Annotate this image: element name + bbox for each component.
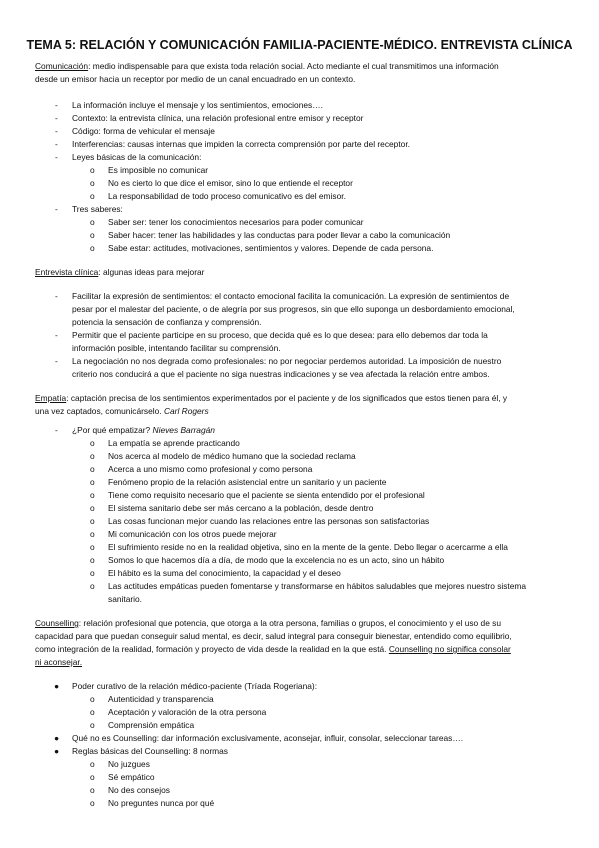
- circle-bullet: o: [90, 191, 95, 201]
- empatia-term: Empatía: [35, 393, 67, 403]
- comunicacion-definition: [35, 60, 565, 73]
- entrevista-rest: : algunas ideas para mejorar: [98, 267, 205, 277]
- circle-bullet: o: [90, 516, 95, 526]
- comunicacion-item: La información incluye el mensaje y los sentimientos, emociones….: [72, 100, 323, 110]
- circle-bullet: o: [90, 243, 95, 253]
- comunicacion-item: Leyes básicas de la comunicación:: [72, 152, 202, 162]
- dash-bullet: -: [55, 126, 58, 136]
- circle-bullet: o: [90, 464, 95, 474]
- empatia-line-2: una vez captados, comunicárselo.: [35, 406, 162, 416]
- reason-item: Mi comunicación con los otros puede mejorar: [108, 529, 277, 539]
- dot-bullet: ●: [54, 681, 60, 691]
- entrevista-term: Entrevista clínica: [35, 267, 99, 277]
- reason-item-continued: sanitario.: [108, 594, 142, 604]
- ley-item: Es imposible no comunicar: [108, 165, 209, 175]
- circle-bullet: o: [90, 490, 95, 500]
- dash-bullet: -: [55, 330, 58, 340]
- dash-bullet: -: [55, 204, 58, 214]
- circle-bullet: o: [90, 230, 95, 240]
- tres-saberes-label: Tres saberes:: [72, 204, 123, 214]
- entrevista-line: pesar por el malestar del paciente, o de alegría por sus progresos, sin que ello suponga un desbordamiento emocional,: [72, 304, 515, 314]
- entrevista-line: potencia la sensación de confianza y comprensión.: [72, 317, 262, 327]
- circle-bullet: o: [90, 694, 95, 704]
- circle-bullet: o: [90, 503, 95, 513]
- dash-bullet: -: [55, 113, 58, 123]
- empatia-definition: [35, 392, 565, 405]
- triada-item: Aceptación y valoración de la otra persona: [108, 707, 267, 717]
- circle-bullet: o: [90, 217, 95, 227]
- saber-item: Sabe estar: actitudes, motivaciones, sentimientos y valores. Depende de cada persona.: [108, 243, 434, 253]
- reason-item: Nos acerca al modelo de médico humano que la sociedad reclama: [108, 451, 356, 461]
- circle-bullet: o: [90, 477, 95, 487]
- dash-bullet: -: [55, 139, 58, 149]
- comunicacion-item: Interferencias: causas internas que impiden la correcta comprensión por parte del receptor.: [72, 139, 410, 149]
- reason-item: Las actitudes empáticas pueden fomentarse y transformarse en hábitos saludables que mejores nuestro sistema: [108, 581, 527, 591]
- entrevista-line: La negociación no nos degrada como profesionales: no por negociar perdemos autoridad. La imposición de nuestro: [72, 356, 502, 366]
- reason-item: El sistema sanitario debe ser más cercano a la población, desde dentro: [108, 503, 374, 513]
- reason-item: La empatía se aprende practicando: [108, 438, 240, 448]
- regla-item: No juzgues: [108, 759, 150, 769]
- reason-item: Tiene como requisito necesario que el paciente se sienta entendido por el profesional: [108, 490, 425, 500]
- dash-bullet: -: [55, 425, 58, 435]
- reason-item: Acerca a uno mismo como profesional y como persona: [108, 464, 313, 474]
- circle-bullet: o: [90, 451, 95, 461]
- counselling-line-2: capacidad para que puedan conseguir salud mental, es decir, salud integral para conseguir bienestar, entendido como equilibrio,: [35, 631, 512, 641]
- counselling-note-b: ni aconsejar.: [35, 657, 83, 667]
- counselling-note-row: [35, 656, 565, 669]
- saber-item: Saber ser: tener los conocimientos necesarios para poder comunicar: [108, 217, 364, 227]
- circle-bullet: o: [90, 165, 95, 175]
- circle-bullet: o: [90, 772, 95, 782]
- circle-bullet: o: [90, 178, 95, 188]
- comunicacion-item: Código: forma de vehicular el mensaje: [72, 126, 215, 136]
- why-empathize: [72, 424, 215, 437]
- dash-bullet: -: [55, 152, 58, 162]
- ley-item: No es cierto lo que dice el emisor, sino lo que entiende el receptor: [108, 178, 353, 188]
- ley-item: La responsabilidad de todo proceso comunicativo es del emisor.: [108, 191, 346, 201]
- page-title: TEMA 5: RELACIÓN Y COMUNICACIÓN FAMILIA-PACIENTE-MÉDICO. ENTREVISTA CLÍNICA: [26, 38, 573, 52]
- circle-bullet: o: [90, 707, 95, 717]
- circle-bullet: o: [90, 785, 95, 795]
- entrevista-heading: [35, 266, 565, 279]
- counselling-line-3: como integración de la realidad, formación y proyecto de vida desde la realidad en la que está.: [35, 644, 387, 654]
- counselling-term: Counselling: [35, 618, 79, 628]
- circle-bullet: o: [90, 555, 95, 565]
- dash-bullet: -: [55, 100, 58, 110]
- circle-bullet: o: [90, 568, 95, 578]
- empatia-author: Carl Rogers: [163, 406, 209, 416]
- counselling-line-3-row: [35, 643, 565, 656]
- triada-item: Autenticidad y transparencia: [108, 694, 214, 704]
- why-author: Nieves Barragán: [152, 425, 215, 435]
- regla-item: No preguntes nunca por qué: [108, 798, 215, 808]
- comunicacion-item: Contexto: la entrevista clínica, una relación profesional entre emisor y receptor: [72, 113, 364, 123]
- counselling-note-a: Counselling no significa consolar: [388, 644, 511, 654]
- dash-bullet: -: [55, 291, 58, 301]
- regla-item: No des consejos: [108, 785, 170, 795]
- circle-bullet: o: [90, 438, 95, 448]
- dot-bullet: ●: [54, 746, 60, 756]
- counselling-bullet: Qué no es Counselling: dar información exclusivamente, aconsejar, influir, consolar, seleccionar tareas….: [72, 733, 464, 743]
- entrevista-line: información posible, intentando facilitar su comprensión.: [72, 343, 281, 353]
- circle-bullet: o: [90, 529, 95, 539]
- reason-item: Fenómeno propio de la relación asistencial entre un sanitario y un paciente: [108, 477, 387, 487]
- comunicacion-line-2: desde un emisor hacia un receptor por medio de un canal encuadrado en un contexto.: [35, 74, 356, 84]
- counselling-definition: [35, 617, 565, 630]
- triada-item: Comprensión empática: [108, 720, 195, 730]
- circle-bullet: o: [90, 581, 95, 591]
- saber-item: Saber hacer: tener las habilidades y las conductas para poder llevar a cabo la comunicación: [108, 230, 451, 240]
- circle-bullet: o: [90, 542, 95, 552]
- why-label: ¿Por qué empatizar?: [72, 425, 151, 435]
- reason-item: Las cosas funcionan mejor cuando las relaciones entre las personas son satisfactorias: [108, 516, 430, 526]
- reason-item: Somos lo que hacemos día a día, de modo que la excelencia no es un acto, sino un hábito: [108, 555, 445, 565]
- circle-bullet: o: [90, 798, 95, 808]
- entrevista-line: Facilitar la expresión de sentimientos: el contacto emocional facilita la comunicación. La expresión de sentimientos de: [72, 291, 510, 301]
- counselling-line-1: : relación profesional que potencia, que otorga a la otra persona, familias o grupos, el conocimiento y el uso de su: [78, 618, 502, 628]
- empatia-line-1: : captación precisa de los sentimientos experimentados por el paciente y de los significados que estos tienen para él, y: [66, 393, 508, 403]
- entrevista-line: Permitir que el paciente participe en su proceso, que decida qué es lo que desea: para ello debemos dar toda la: [72, 330, 488, 340]
- circle-bullet: o: [90, 720, 95, 730]
- empatia-line-2-row: [35, 405, 565, 418]
- reason-item: El hábito es la suma del conocimiento, la capacidad y el deseo: [108, 568, 341, 578]
- circle-bullet: o: [90, 759, 95, 769]
- counselling-bullet: Reglas básicas del Counselling: 8 normas: [72, 746, 228, 756]
- dash-bullet: -: [55, 356, 58, 366]
- comunicacion-line-1: : medio indispensable para que exista toda relación social. Acto mediante el cual transmitimos una información: [88, 61, 499, 71]
- dot-bullet: ●: [54, 733, 60, 743]
- regla-item: Sé empático: [108, 772, 155, 782]
- comunicacion-term: Comunicación: [35, 61, 89, 71]
- entrevista-line: criterio nos conducirá a que el paciente no siga nuestras indicaciones y se vea afectada la relación entre ambos.: [72, 369, 490, 379]
- reason-item: El sufrimiento reside no en la realidad objetiva, sino en la mente de la gente. Debo llegar o acercarme a ella: [108, 542, 508, 552]
- counselling-bullet: Poder curativo de la relación médico-paciente (Tríada Rogeriana):: [72, 681, 318, 691]
